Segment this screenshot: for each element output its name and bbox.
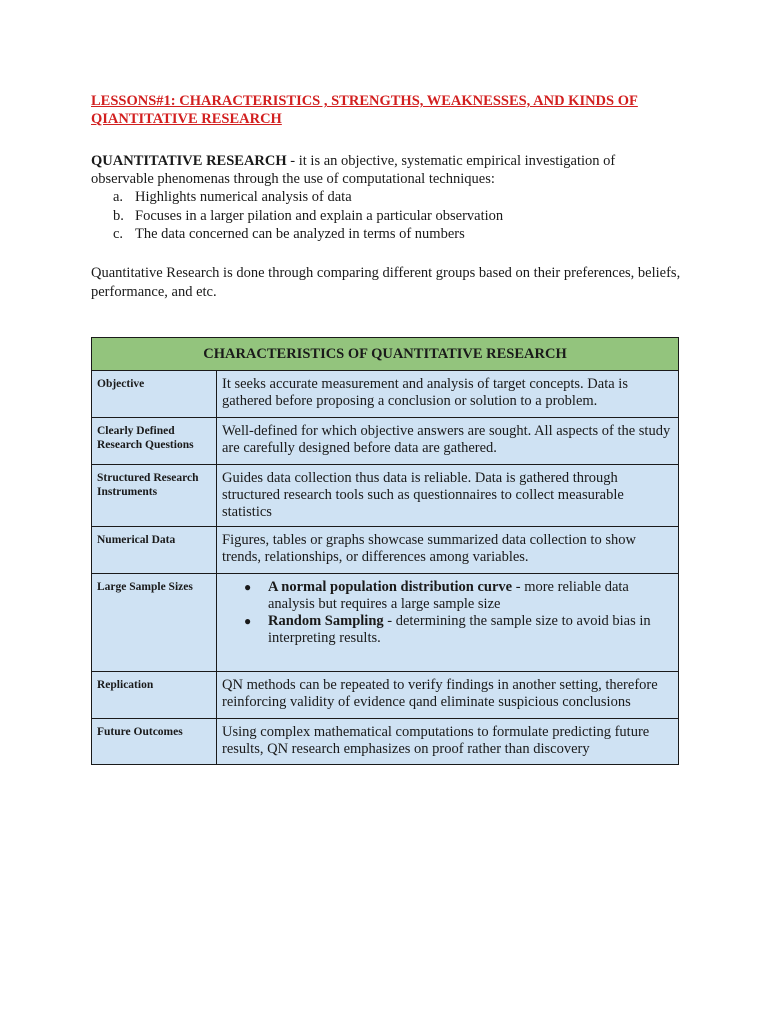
table-row: [92, 465, 679, 527]
row-description: Figures, tables or graphs showcase summarized data collection to show trends, relationships, or differences among variables.: [217, 527, 679, 574]
bullet-content: [268, 579, 673, 613]
table-header: CHARACTERISTICS OF QUANTITATIVE RESEARCH: [92, 338, 679, 371]
definition-text: - it is an objective, systematic empirical investigation of observable phenomenas through the use of computational techniques:: [91, 153, 616, 187]
row-description: Using complex mathematical computations to formulate predicting future results, QN research emphasizes on proof rather than discovery: [217, 719, 679, 765]
bullet-bold-text: Random Sampling: [268, 613, 384, 629]
list-marker: c.: [113, 226, 124, 242]
table-row: [92, 371, 679, 418]
row-description: Guides data collection thus data is reliable. Data is gathered through structured research tools such as questionnaires to collect measurable statistics: [217, 465, 679, 527]
table-row: [92, 527, 679, 574]
bullet-list: [222, 579, 673, 647]
lesson-title-line2: QIANTITATIVE RESEARCH: [91, 111, 282, 127]
list-item-text: Highlights numerical analysis of data: [135, 189, 352, 205]
row-label: Large Sample Sizes: [92, 574, 217, 672]
row-label: Replication: [92, 672, 217, 719]
bullet-bold-text: A normal population distribution curve: [268, 579, 513, 595]
row-label: Objective: [92, 371, 217, 418]
table-header-row: [92, 338, 679, 371]
list-item: [113, 207, 681, 226]
bullet-icon: ●: [244, 614, 252, 628]
row-label: Future Outcomes: [92, 719, 217, 765]
row-description: Well-defined for which objective answers are sought. All aspects of the study are carefully designed before data are gathered.: [217, 418, 679, 465]
list-item: [113, 225, 681, 244]
note-paragraph: Quantitative Research is done through comparing different groups based on their preferences, beliefs, performance, and etc.: [91, 264, 681, 300]
row-description: QN methods can be repeated to verify findings in another setting, therefore reinforcing validity of evidence qand eliminate suspicious conclusions: [217, 672, 679, 719]
lesson-title-line1: LESSONS#1: CHARACTERISTICS , STRENGTHS, WEAKNESSES, AND KINDS OF: [91, 93, 638, 109]
table-row: [92, 574, 679, 672]
table-row: [92, 418, 679, 465]
definition-list: [91, 188, 681, 244]
row-label: Structured Research Instruments: [92, 465, 217, 527]
definition-paragraph: [91, 152, 681, 188]
row-label: Clearly Defined Research Questions: [92, 418, 217, 465]
definition-term: QUANTITATIVE RESEARCH: [91, 153, 287, 169]
bullet-text: - determining the sample size to avoid bias in interpreting results.: [268, 613, 651, 646]
bullet-content: [268, 613, 673, 647]
list-marker: b.: [113, 207, 124, 224]
list-item: [113, 188, 681, 207]
bullet-text: - more reliable data analysis but requires a large sample size: [268, 579, 629, 612]
list-item: [244, 579, 673, 613]
table-row: [92, 719, 679, 765]
row-description: It seeks accurate measurement and analysis of target concepts. Data is gathered before proposing a conclusion or solution to a problem.: [217, 371, 679, 418]
list-item: [244, 613, 673, 647]
list-item-text: Focuses in a larger pilation and explain a particular observation: [135, 207, 504, 224]
document-page: [91, 92, 681, 757]
list-item-text: The data concerned can be analyzed in terms of numbers: [135, 226, 465, 242]
row-label: Numerical Data: [92, 527, 217, 574]
row-description: [217, 574, 679, 672]
list-marker: a.: [113, 189, 124, 205]
table-row: [92, 672, 679, 719]
lesson-title: [91, 92, 681, 128]
characteristics-table: [91, 337, 679, 765]
bullet-icon: ●: [244, 580, 252, 594]
